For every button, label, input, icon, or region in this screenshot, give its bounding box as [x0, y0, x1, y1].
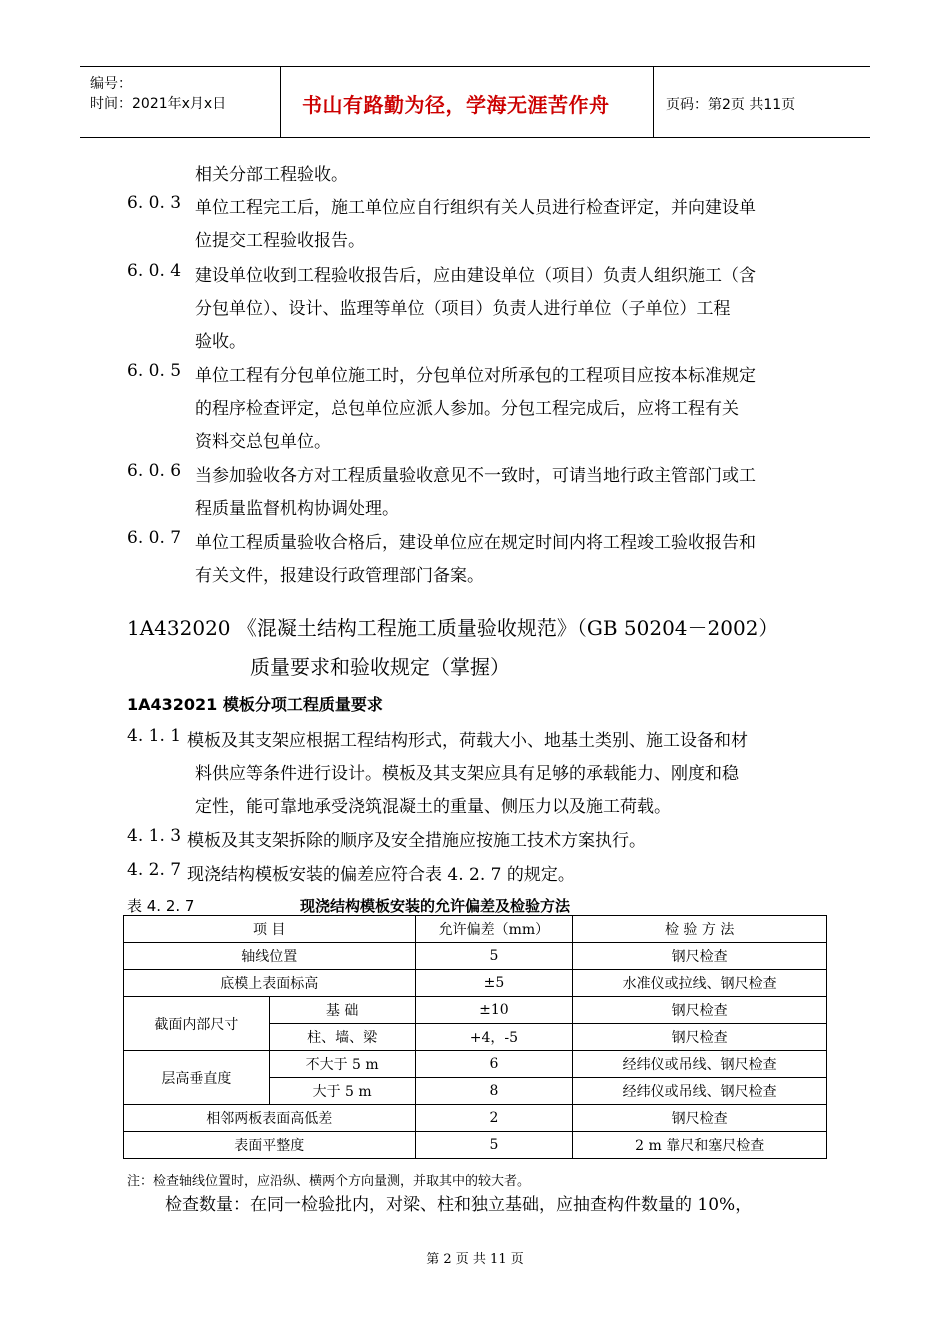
clause-number: 6. 0. 3 — [127, 193, 182, 213]
table-row — [124, 943, 827, 970]
cell-method: 钢尺检查 — [573, 943, 827, 970]
header-motto-cell — [280, 67, 654, 137]
header-tolerance: 允许偏差（mm） — [415, 916, 573, 943]
clause-text: 模板及其支架应根据工程结构形式，荷载大小、地基土类别、施工设备和材 — [187, 731, 748, 751]
cell-subitem: 不大于 5 m — [269, 1051, 415, 1078]
page-footer: 第 2 页 共 11 页 — [426, 1252, 524, 1267]
cell-value: 2 — [415, 1105, 573, 1132]
clause-text: 程质量监督机构协调处理。 — [195, 499, 399, 519]
clause-number: 6. 0. 4 — [127, 261, 182, 281]
clause-text: 验收。 — [195, 332, 246, 352]
table-row — [124, 997, 827, 1024]
clause-text: 当参加验收各方对工程质量验收意见不一致时，可请当地行政主管部门或工 — [195, 466, 756, 486]
clause-text: 现浇结构模板安装的偏差应符合表 4. 2. 7 的规定。 — [187, 865, 575, 885]
cell-group: 层高垂直度 — [124, 1051, 270, 1105]
clause-number: 4. 1. 3 — [127, 826, 182, 846]
clause-text: 资料交总包单位。 — [195, 432, 331, 452]
cell-method: 钢尺检查 — [573, 997, 827, 1024]
clause-text: 模板及其支架拆除的顺序及安全措施应按施工技术方案执行。 — [187, 831, 646, 851]
header-meta — [80, 67, 281, 137]
doc-time-label: 时间：2021年x月x日 — [90, 96, 227, 112]
cell-item: 底模上表面标高 — [124, 970, 416, 997]
clause-text: 单位工程质量验收合格后，建设单位应在规定时间内将工程竣工验收报告和 — [195, 533, 756, 553]
cell-value: 6 — [415, 1051, 573, 1078]
cell-method: 经纬仪或吊线、钢尺检查 — [573, 1078, 827, 1105]
header-page-cell — [654, 67, 870, 137]
page-header — [80, 66, 870, 138]
cell-value: 5 — [415, 1132, 573, 1159]
table-caption-title: 现浇结构模板安装的允许偏差及检验方法 — [300, 897, 571, 915]
subsection-title: 1A432021 模板分项工程质量要求 — [127, 695, 383, 714]
clause-number: 4. 1. 1 — [127, 726, 182, 746]
clause-text: 单位工程有分包单位施工时，分包单位对所承包的工程项目应按本标准规定 — [195, 366, 756, 386]
section-title: 1A432020 《混凝土结构工程施工质量验收规范》（GB 50204－2002） — [127, 616, 779, 640]
cell-method: 钢尺检查 — [573, 1024, 827, 1051]
clause-text: 建设单位收到工程验收报告后，应由建设单位（项目）负责人组织施工（含 — [195, 266, 756, 286]
clause-number: 6. 0. 5 — [127, 361, 182, 381]
cell-subitem: 大于 5 m — [269, 1078, 415, 1105]
cell-subitem: 柱、墙、梁 — [269, 1024, 415, 1051]
tolerance-table — [123, 915, 827, 1159]
cell-value: 5 — [415, 943, 573, 970]
table-row — [124, 970, 827, 997]
clause-number: 4. 2. 7 — [127, 860, 182, 880]
cell-method: 2 m 靠尺和塞尺检查 — [573, 1132, 827, 1159]
clause-number: 6. 0. 6 — [127, 461, 182, 481]
inspection-quantity-text: 检查数量：在同一检验批内，对梁、柱和独立基础，应抽查构件数量的 10%， — [165, 1195, 753, 1215]
cell-group: 截面内部尺寸 — [124, 997, 270, 1051]
header-item: 项 目 — [124, 916, 416, 943]
clause-text: 的程序检查评定，总包单位应派人参加。分包工程完成后，应将工程有关 — [195, 399, 739, 419]
clause-text: 有关文件，报建设行政管理部门备案。 — [195, 566, 484, 586]
cell-method: 经纬仪或吊线、钢尺检查 — [573, 1051, 827, 1078]
cell-item: 轴线位置 — [124, 943, 416, 970]
header-motto: 书山有路勤为径，学海无涯苦作舟 — [302, 93, 610, 117]
cell-method: 水准仪或拉线、钢尺检查 — [573, 970, 827, 997]
cell-value: 8 — [415, 1078, 573, 1105]
cell-item: 表面平整度 — [124, 1132, 416, 1159]
clause-text: 定性，能可靠地承受浇筑混凝土的重量、侧压力以及施工荷载。 — [195, 797, 671, 817]
clause-number: 6. 0. 7 — [127, 528, 182, 548]
table-note: 注：检查轴线位置时，应沿纵、横两个方向量测，并取其中的较大者。 — [127, 1174, 531, 1189]
table-row — [124, 1132, 827, 1159]
cell-value: ±10 — [415, 997, 573, 1024]
header-page-label: 页码：第2页 共11页 — [666, 97, 796, 113]
section-title-cont: 质量要求和验收规定（掌握） — [250, 655, 510, 679]
cell-subitem: 基 础 — [269, 997, 415, 1024]
clause-text: 单位工程完工后，施工单位应自行组织有关人员进行检查评定，并向建设单 — [195, 198, 756, 218]
header-method: 检 验 方 法 — [573, 916, 827, 943]
table-header-row — [124, 916, 827, 943]
cell-value: ±5 — [415, 970, 573, 997]
table-caption-number: 表 4. 2. 7 — [127, 897, 195, 915]
cell-item: 相邻两板表面高低差 — [124, 1105, 416, 1132]
cell-value: +4，-5 — [415, 1024, 573, 1051]
clause-text: 位提交工程验收报告。 — [195, 231, 365, 251]
doc-number-label: 编号： — [90, 76, 132, 92]
cell-method: 钢尺检查 — [573, 1105, 827, 1132]
clause-text: 料供应等条件进行设计。模板及其支架应具有足够的承载能力、刚度和稳 — [195, 764, 739, 784]
continued-line: 相关分部工程验收。 — [195, 165, 348, 185]
table-row — [124, 1051, 827, 1078]
clause-text: 分包单位）、设计、监理等单位（项目）负责人进行单位（子单位）工程 — [195, 299, 731, 319]
table-row — [124, 1105, 827, 1132]
